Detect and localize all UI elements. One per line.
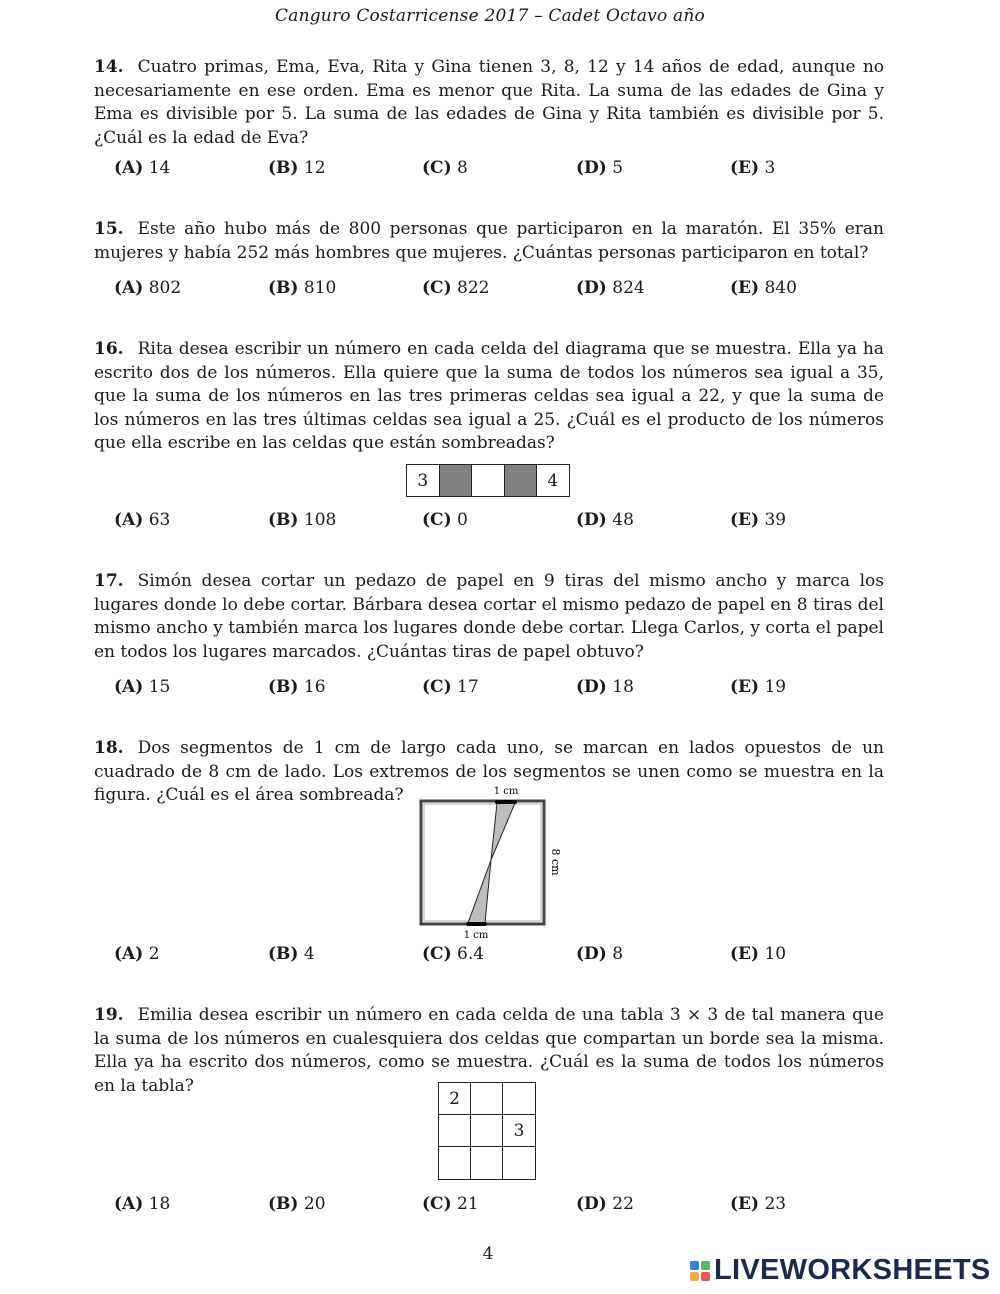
problem-text: Este año hubo más de 800 personas que participaron en la maratón. El 35% eran mujeres y había 252 más hombres que mujeres. ¿Cuántas personas participaron en total? [94, 219, 884, 263]
logo-block [701, 1272, 710, 1281]
strip-diagram [406, 464, 570, 497]
option-c[interactable]: (C) 8 [422, 158, 468, 178]
option-e[interactable]: (E) 39 [730, 510, 787, 530]
grid-cell [503, 1147, 535, 1179]
option-b[interactable]: (B) 4 [268, 944, 315, 964]
option-d[interactable]: (D) 22 [576, 1194, 634, 1214]
shaded-triangle-top [491, 803, 515, 860]
option-c[interactable]: (C) 6.4 [422, 944, 485, 964]
problem-statement [94, 218, 884, 265]
option-d[interactable]: (D) 5 [576, 158, 624, 178]
logo-block [690, 1272, 699, 1281]
grid-cell: 3 [503, 1115, 535, 1147]
option-a[interactable]: (A) 18 [114, 1194, 171, 1214]
problem-statement [94, 56, 884, 150]
problem-text: Simón desea cortar un pedazo de papel en 9 tiras del mismo ancho y marca los lugares donde lo debe cortar. Bárbara desea cortar el mismo pedazo de papel en 8 tiras del mismo ancho y también marca los lugares donde debe cortar. Llega Carlos, y corta el papel en todos los lugares marcados. ¿Cuántas tiras de papel obtuvo? [94, 571, 884, 662]
answer-options-17 [114, 677, 894, 701]
problem-text: Cuatro primas, Ema, Eva, Rita y Gina tienen 3, 8, 12 y 14 años de edad, aunque no necesariamente en ese orden. Ema es menor que Rita. La suma de las edades de Gina y Ema es divisible por 5. La suma de las edades de Gina y Rita también es divisible por 5. ¿Cuál es la edad de Eva? [94, 57, 884, 148]
grid-cell [471, 1083, 503, 1115]
brand-name: LIVEWORKSHEETS [714, 1254, 991, 1286]
grid-3x3 [438, 1082, 536, 1180]
option-e[interactable]: (E) 19 [730, 677, 787, 697]
problem-text: Emilia desea escribir un número en cada celda de una tabla 3 × 3 de tal manera que la suma de los números en cualesquiera dos celdas que compartan un borde sea la misma. Ella ya ha escrito dos números, como se muestra. ¿Cuál es la suma de todos los números en la tabla? [94, 1005, 884, 1096]
top-segment-label: 1 cm [493, 786, 519, 797]
problem-number: 19. [94, 1005, 124, 1025]
problem-text: Rita desea escribir un número en cada celda del diagrama que se muestra. Ella ya ha escrito dos de los números. Ella quiere que la suma de todos los números sea igual a 35, que la suma de los números en las tres primeras celdas sea igual a 22, y que la suma de los números en las tres últimas celdas sea igual a 25. ¿Cuál es el producto de los números que ella escribe en las celdas que están sombreadas? [94, 339, 884, 453]
problem-number: 18. [94, 738, 124, 758]
shaded-triangle-bottom [468, 860, 491, 923]
grid-cell [471, 1115, 503, 1147]
option-d[interactable]: (D) 824 [576, 278, 645, 298]
strip-cell: 4 [547, 470, 559, 491]
grid-cell: 2 [439, 1083, 471, 1115]
problem-statement [94, 570, 884, 664]
problem-17 [94, 570, 884, 664]
option-e[interactable]: (E) 840 [730, 278, 797, 298]
grid-cell [439, 1147, 471, 1179]
option-c[interactable]: (C) 21 [422, 1194, 479, 1214]
option-c[interactable]: (C) 17 [422, 677, 479, 697]
option-b[interactable]: (B) 12 [268, 158, 326, 178]
option-a[interactable]: (A) 14 [114, 158, 171, 178]
problem-15 [94, 218, 884, 265]
problem-text: Dos segmentos de 1 cm de largo cada uno, se marcan en lados opuestos de un cuadrado de 8 cm de lado. Los extremos de los segmentos se unen como se muestra en la figura. ¿Cuál es el área sombreada? [94, 738, 884, 805]
answer-options-15 [114, 278, 894, 302]
option-b[interactable]: (B) 20 [268, 1194, 326, 1214]
strip-cell-shaded [440, 465, 473, 496]
logo-block [701, 1261, 710, 1270]
page-header: Canguro Costarricense 2017 – Cadet Octavo año [275, 6, 705, 26]
grid-cell [471, 1147, 503, 1179]
option-d[interactable]: (D) 8 [576, 944, 624, 964]
option-e[interactable]: (E) 10 [730, 944, 787, 964]
answer-options-16 [114, 510, 894, 534]
problem-number: 16. [94, 339, 124, 359]
grid-cell [503, 1083, 535, 1115]
answer-options-19 [114, 1194, 894, 1218]
option-b[interactable]: (B) 108 [268, 510, 337, 530]
liveworksheets-brand[interactable] [690, 1254, 991, 1287]
option-e[interactable]: (E) 3 [730, 158, 776, 178]
logo-block [690, 1261, 699, 1270]
problem-14 [94, 56, 884, 150]
option-a[interactable]: (A) 802 [114, 278, 182, 298]
liveworksheets-logo-icon [690, 1261, 710, 1281]
option-e[interactable]: (E) 23 [730, 1194, 787, 1214]
problem-16 [94, 338, 884, 456]
strip-cell [472, 465, 505, 496]
option-c[interactable]: (C) 0 [422, 510, 468, 530]
option-c[interactable]: (C) 822 [422, 278, 490, 298]
option-a[interactable]: (A) 63 [114, 510, 171, 530]
strip-cell: 3 [407, 465, 440, 496]
option-d[interactable]: (D) 18 [576, 677, 634, 697]
option-b[interactable]: (B) 810 [268, 278, 337, 298]
square-figure [400, 782, 570, 944]
problem-statement [94, 338, 884, 456]
problem-number: 17. [94, 571, 124, 591]
answer-options-14 [114, 158, 894, 182]
option-a[interactable]: (A) 15 [114, 677, 171, 697]
option-d[interactable]: (D) 48 [576, 510, 634, 530]
bottom-segment-label: 1 cm [463, 930, 489, 941]
option-b[interactable]: (B) 16 [268, 677, 326, 697]
grid-cell [439, 1115, 471, 1147]
side-length-label: 8 cm [549, 848, 562, 876]
option-a[interactable]: (A) 2 [114, 944, 160, 964]
problem-number: 15. [94, 219, 124, 239]
strip-cell-shaded [505, 465, 538, 496]
page-number: 4 [482, 1244, 494, 1264]
problem-number: 14. [94, 57, 124, 77]
answer-options-18 [114, 944, 894, 968]
